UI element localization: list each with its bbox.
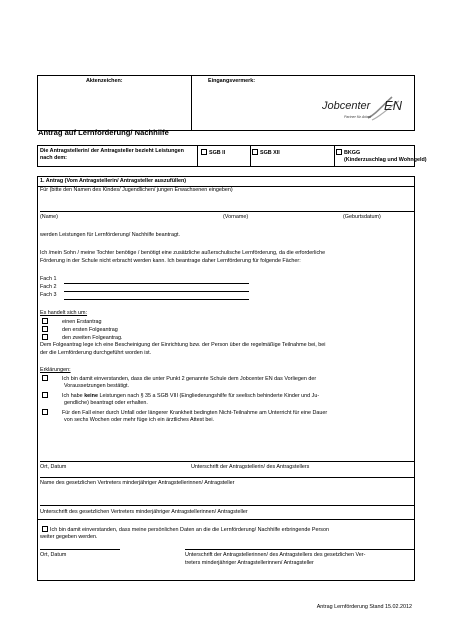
jobcenter-logo xyxy=(320,94,414,124)
bkgg-checkbox[interactable] xyxy=(336,149,342,155)
option-bkgg[interactable] xyxy=(336,149,360,157)
final-place-date-label: Ort, Datum xyxy=(40,552,67,558)
receives-text: werden Leistungen für Lernförderung/ Nachhilfe beantragt. xyxy=(40,232,180,238)
follow-line-2: der die Lernförderung durchgeführt worden ist. xyxy=(40,350,152,356)
bkgg-sublabel: (Kinderzuschlag und Wohngeld) xyxy=(344,157,427,163)
footer-stand: Antrag Lernförderung Stand 15.02.2012 xyxy=(316,604,412,610)
consent-line-2: weiter gegeben werden. xyxy=(40,534,98,540)
type-option-2[interactable] xyxy=(42,326,118,334)
consent-option[interactable] xyxy=(42,526,329,534)
guardian-sig-line[interactable] xyxy=(40,505,414,506)
logo-en: EN xyxy=(384,98,403,113)
para-line-1: Ich /mein Sohn / meine Tochter benötige / benötigt eine zusätzliche außerschulische Lernförderung, da die erforderliche xyxy=(40,250,326,256)
fach3-label: Fach 3 xyxy=(40,292,57,298)
declaration-2[interactable] xyxy=(42,392,319,400)
firstname-col-label: (Vorname) xyxy=(223,214,249,220)
consent-line-1: Ich bin damit einverstanden, dass meine persönlichen Daten an die die Lernförderung/ Nachhilfe erbringende Person xyxy=(50,527,329,533)
fach2-label: Fach 2 xyxy=(40,284,57,290)
decl3-line-2: von sechs Wochen oder mehr füge ich ein ärztliches Attest bei. xyxy=(64,417,215,423)
name-col-label: (Name) xyxy=(40,214,58,220)
type3-checkbox[interactable] xyxy=(42,334,48,340)
place-date-label: Ort, Datum xyxy=(40,464,67,470)
final-sig-line-2: treters minderjähriger Antragstellerinnen/ Antragsteller xyxy=(185,560,314,566)
final-date-line[interactable] xyxy=(40,549,120,550)
option-sgb2[interactable] xyxy=(201,149,225,157)
decl2-line-2: gendliche) beantragt oder erhalten. xyxy=(64,400,148,406)
sgb2-checkbox[interactable] xyxy=(201,149,207,155)
bkgg-label: BKGG xyxy=(344,150,361,156)
para-line-2: Förderung in der Schule nicht erbracht werden kann. Ich beantrage daher Lernförderung für folgende Fächer: xyxy=(40,258,301,264)
decl2-pre: Ich habe xyxy=(62,393,85,399)
applicant-sig-line[interactable] xyxy=(40,461,414,462)
type2-label: den ersten Folgeantrag xyxy=(62,327,118,333)
decl2-checkbox[interactable] xyxy=(42,392,48,398)
decl1-line-1: Ich bin damit einverstanden, dass die unter Punkt 2 genannte Schule dem Jobcenter EN das Vorliegen der xyxy=(62,376,317,382)
decl1-line-2: Voraussetzungen bestätigt. xyxy=(64,383,130,389)
decl2-bold: keine xyxy=(84,393,98,399)
final-sig-line-1: Unterschrift der Antragstellerinnen/ des Antragstellers des gesetzlichen Ver- xyxy=(185,552,366,558)
header-box xyxy=(37,75,415,131)
declarations-heading: Erklärungen: xyxy=(40,367,71,373)
benefits-label: Die Antragstellerin/ der Antragsteller bezieht Leistungen nach dem: xyxy=(40,148,184,162)
logo-subtitle: Partner für Arbeit xyxy=(344,115,372,119)
decl2-post: Leistungen nach § 35 a SGB VIII (Eingliederungshilfe für seelisch behinderte Kinder und Ju- xyxy=(97,393,320,399)
decl3-line-1: Für den Fall einer durch Unfall oder längerer Krankheit bedingten Nicht-Teilnahme am Unterricht für eine Dauer xyxy=(62,410,328,416)
sgb12-label: SGB XII xyxy=(260,150,280,156)
fach1-label: Fach 1 xyxy=(40,276,57,282)
type1-checkbox[interactable] xyxy=(42,318,48,324)
decl3-checkbox[interactable] xyxy=(42,409,48,415)
decl1-checkbox[interactable] xyxy=(42,375,48,381)
type-option-1[interactable] xyxy=(42,318,102,326)
declaration-3[interactable] xyxy=(42,409,327,417)
birthdate-col-label: (Geburtsdatum) xyxy=(343,214,381,220)
eingangsvermerk-label: Eingangsvermerk: xyxy=(208,78,256,84)
type1-label: einen Erstantrag xyxy=(62,319,102,325)
guardian-name-label: Name des gesetzlichen Vertreters minderjähriger Antragstellerinnen/ Antragsteller xyxy=(40,480,235,486)
for-label: Für (bitte den Namen des Kindes/ Jugendlichen/ jungen Erwachsenen eingeben) xyxy=(40,187,233,193)
header-divider xyxy=(191,76,192,130)
type-heading: Es handelt sich um: xyxy=(40,310,88,316)
type2-checkbox[interactable] xyxy=(42,326,48,332)
sgb2-label: SGB II xyxy=(209,150,226,156)
applicant-sig-label: Unterschrift der Antragstellerin/ des Antragstellers xyxy=(191,464,310,470)
section1-heading: 1. Antrag (Vom Antragstellerin/ Antragsteller auszufüllen) xyxy=(40,178,187,184)
fach2-input-line[interactable] xyxy=(64,291,249,292)
signature-box xyxy=(37,439,415,581)
fach3-input-line[interactable] xyxy=(64,299,249,300)
declaration-1[interactable] xyxy=(42,375,316,383)
section1-box xyxy=(37,176,415,439)
consent-checkbox[interactable] xyxy=(42,526,48,532)
benefits-box xyxy=(37,145,427,167)
sgb12-checkbox[interactable] xyxy=(252,149,258,155)
final-sig-line[interactable] xyxy=(185,549,414,550)
fach1-input-line[interactable] xyxy=(64,283,249,284)
guardian-name-line[interactable] xyxy=(40,477,414,478)
logo-text: Jobcenter xyxy=(322,100,371,112)
option-sgb12[interactable] xyxy=(252,149,280,157)
guardian-sig-label: Unterschrift des gesetzlichen Vertreters minderjähriger Antragstellerinnen/ Antragsteller xyxy=(40,509,248,515)
aktenzeichen-label: Aktenzeichen: xyxy=(86,78,123,84)
type3-label: den zweiten Folgeantrag. xyxy=(62,335,123,341)
form-title: Antrag auf Lernförderung/ Nachhilfe xyxy=(38,128,169,137)
type-option-3[interactable] xyxy=(42,334,123,342)
follow-line-1: Dem Folgeantrag lege ich eine Bescheinigung der Einrichtung bzw. der Person über die regelmäßige Teilnahme bei, bei xyxy=(40,342,326,348)
name-input-line[interactable] xyxy=(40,211,414,212)
